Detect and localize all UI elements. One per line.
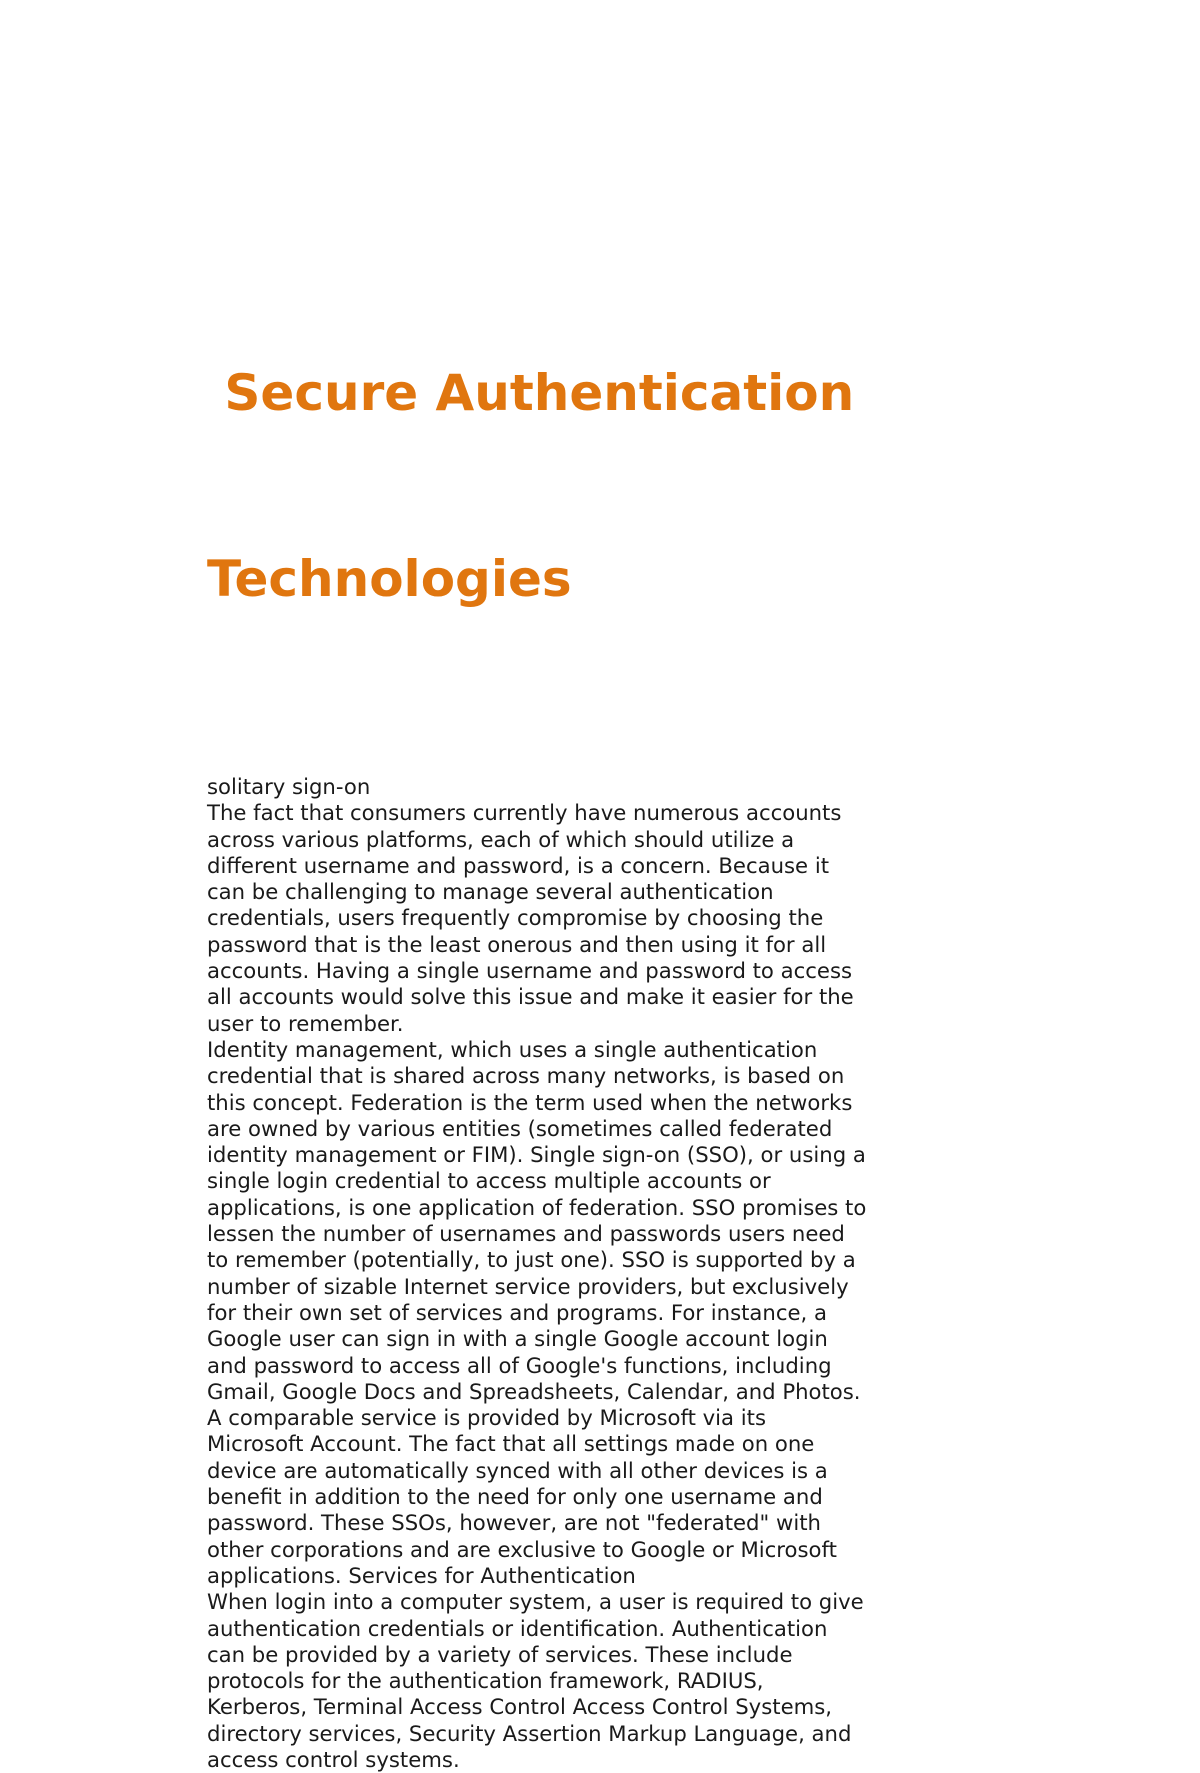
body-line: Kerberos, Terminal Access Control Access Control Systems,: [207, 1694, 833, 1720]
body-line: A comparable service is provided by Microsoft via its: [207, 1405, 767, 1431]
document-title: [207, 238, 927, 734]
body-line: Identity management, which uses a single authentication: [207, 1036, 818, 1062]
body-line: across various platforms, each of which should utilize a: [207, 826, 795, 852]
body-line: applications, is one application of federation. SSO promises to: [207, 1194, 867, 1220]
body-line: other corporations and are exclusive to Google or Microsoft: [207, 1536, 837, 1562]
body-line: device are automatically synced with all other devices is a: [207, 1457, 828, 1483]
body-line: benefit in addition to the need for only one username and: [207, 1484, 823, 1510]
body-line: lessen the number of usernames and passwords users need: [207, 1221, 845, 1247]
body-line: access control systems.: [207, 1746, 460, 1772]
body-line: can be provided by a variety of services. These include: [207, 1641, 793, 1667]
body-line: different username and password, is a concern. Because it: [207, 852, 830, 878]
body-line: authentication credentials or identification. Authentication: [207, 1615, 828, 1641]
body-line: this concept. Federation is the term used when the networks: [207, 1089, 853, 1115]
body-line: Gmail, Google Docs and Spreadsheets, Calendar, and Photos.: [207, 1378, 861, 1404]
body-line: single login credential to access multiple accounts or: [207, 1168, 771, 1194]
title-line: Secure Authentication: [207, 364, 855, 422]
body-line: number of sizable Internet service providers, but exclusively: [207, 1273, 849, 1299]
body-line: directory services, Security Assertion Markup Language, and: [207, 1720, 852, 1746]
body-line: all accounts would solve this issue and make it easier for the: [207, 984, 854, 1010]
body-line: password. These SSOs, however, are not "federated" with: [207, 1510, 821, 1536]
body-line: and password to access all of Google's functions, including: [207, 1352, 832, 1378]
body-line: to remember (potentially, to just one). SSO is supported by a: [207, 1247, 856, 1273]
body-line: are owned by various entities (sometimes called federated: [207, 1115, 833, 1141]
body-line: credential that is shared across many networks, is based on: [207, 1063, 845, 1089]
body-line: credentials, users frequently compromise by choosing the: [207, 905, 824, 931]
body-line: The fact that consumers currently have numerous accounts: [207, 800, 842, 826]
body-line: solitary sign-on: [207, 774, 371, 799]
title-line: Technologies: [207, 550, 572, 608]
body-line: Microsoft Account. The fact that all settings made on one: [207, 1431, 815, 1457]
body-line: Google user can sign in with a single Google account login: [207, 1326, 828, 1352]
body-line: for their own set of services and programs. For instance, a: [207, 1299, 827, 1325]
body-line: user to remember.: [207, 1010, 404, 1036]
body-line: accounts. Having a single username and password to access: [207, 958, 853, 984]
document-content: [207, 238, 927, 1773]
body-line: can be challenging to manage several authentication: [207, 879, 774, 905]
body-line: applications. Services for Authentication: [207, 1562, 636, 1588]
body-line: identity management or FIM). Single sign-on (SSO), or using a: [207, 1142, 866, 1168]
document-body: [207, 774, 927, 1773]
body-line: When login into a computer system, a user is required to give: [207, 1589, 864, 1615]
body-line: password that is the least onerous and then using it for all: [207, 931, 827, 957]
body-line: protocols for the authentication framework, RADIUS,: [207, 1668, 764, 1694]
